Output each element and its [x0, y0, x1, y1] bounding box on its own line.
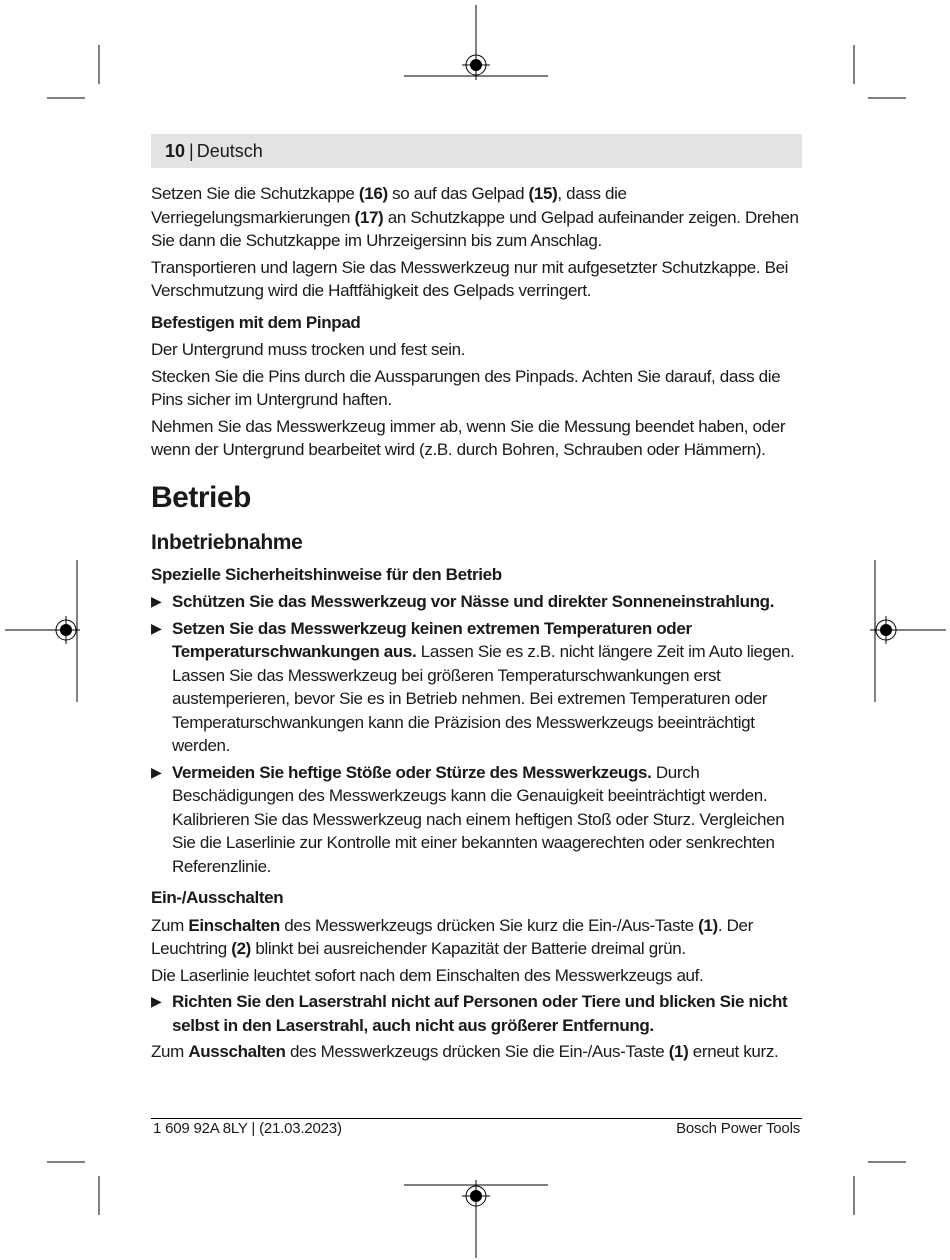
- text-run: Zum: [151, 915, 189, 935]
- ref-number: (2): [231, 939, 251, 958]
- page-number: 10: [165, 140, 186, 161]
- warning-text: Schützen Sie das Messwerkzeug vor Nässe und direkter Sonneneinstrahlung.: [172, 592, 775, 611]
- warning-text: Setzen Sie das Messwerkzeug keinen extremen Temperaturen oder Temperaturschwankungen aus.: [172, 618, 692, 661]
- paragraph-pinpad-3: Nehmen Sie das Messwerkzeug immer ab, wenn Sie die Messung beendet haben, oder wenn der Untergrund bearbeitet wird (z.B. durch Bohren, Schrauben oder Hämmern).: [151, 416, 786, 459]
- list-item: [151, 761, 802, 879]
- footer-brand: Bosch Power Tools: [676, 1120, 800, 1137]
- paragraph-pinpad-1: Der Untergrund muss trocken und fest sein.: [151, 340, 466, 359]
- paragraph-switch-on: [151, 914, 802, 961]
- laser-warning-list: [151, 990, 802, 1037]
- list-item: [151, 990, 802, 1037]
- ref-number: (1): [668, 1042, 689, 1061]
- ref-number: (17): [354, 207, 384, 227]
- paragraph-transport: Transportieren und lagern Sie das Messwerkzeug nur mit aufgesetzter Schutzkappe. Bei Verschmutzung wird die Haftfähigkeit des Gelpads verringert.: [151, 257, 789, 300]
- triangle-bullet-icon: ▶: [151, 993, 162, 1009]
- paragraph-switch-off: [151, 1040, 802, 1064]
- text-run: an Schutzkappe und Gelpad aufeinander zeigen. Drehen Sie dann die Schutzkappe im Uhrzeigersinn bis zum Anschlag.: [151, 207, 799, 250]
- safety-list: [151, 590, 802, 878]
- emphasis: Ausschalten: [188, 1042, 286, 1061]
- text-run: . Der Leuchtring: [151, 915, 753, 958]
- emphasis: Einschalten: [188, 915, 280, 935]
- registration-target-bottom: [462, 1182, 490, 1210]
- list-item: [151, 590, 802, 614]
- subsection-title-inbetriebnahme: Inbetriebnahme: [151, 530, 303, 554]
- registration-target-top: [462, 51, 490, 79]
- footer-divider: [151, 1118, 802, 1119]
- header-language: Deutsch: [196, 140, 263, 161]
- triangle-bullet-icon: ▶: [151, 593, 162, 609]
- page-content: [151, 182, 802, 1067]
- ref-number: (1): [698, 915, 718, 935]
- ref-number: (16): [358, 184, 388, 203]
- text-run: blinkt bei ausreichender Kapazität der Batterie dreimal grün.: [251, 939, 686, 958]
- text-run: Setzen Sie die Schutzkappe: [151, 184, 359, 203]
- footer-document-id: 1 609 92A 8LY | (21.03.2023): [153, 1120, 342, 1137]
- triangle-bullet-icon: ▶: [151, 619, 162, 636]
- triangle-bullet-icon: ▶: [151, 763, 162, 780]
- ref-number: (15): [528, 184, 558, 203]
- text-run: so auf das Gelpad: [387, 184, 529, 203]
- paragraph-laser-line: Die Laserlinie leuchtet sofort nach dem Einschalten des Messwerkzeugs auf.: [151, 965, 704, 985]
- registration-target-left: [52, 616, 80, 644]
- heading-pinpad: Befestigen mit dem Pinpad: [151, 312, 361, 332]
- section-title-betrieb: Betrieb: [151, 480, 251, 514]
- text-run: erneut kurz.: [688, 1042, 779, 1061]
- text-run: Durch Beschädigungen des Messwerkzeugs kann die Genauigkeit beeinträchtigt werden. Kalibrieren Sie das Messwerkzeug nach einem heftigen Stoß oder Sturz. Vergleichen Sie die Laserlinie zur Kontrolle mit einer bekannten waagerechten oder senkrechten Referenzlinie.: [172, 762, 785, 876]
- text-run: des Messwerkzeugs drücken Sie kurz die Ein-/Aus-Taste: [279, 915, 699, 935]
- text-run: Zum: [151, 1042, 189, 1061]
- warning-text: Richten Sie den Laserstrahl nicht auf Personen oder Tiere und blicken Sie nicht selbst in den Laserstrahl, auch nicht aus größerer Entfernung.: [172, 992, 788, 1035]
- page-header: [151, 134, 802, 168]
- header-separator: |: [189, 140, 194, 161]
- heading-on-off: Ein-/Ausschalten: [151, 888, 284, 907]
- paragraph-pinpad-2: Stecken Sie die Pins durch die Aussparungen des Pinpads. Achten Sie darauf, dass die Pins sicher im Untergrund haften.: [151, 366, 781, 409]
- list-item: [151, 617, 802, 758]
- text-run: des Messwerkzeugs drücken Sie die Ein-/Aus-Taste: [285, 1042, 669, 1061]
- heading-safety: Spezielle Sicherheitshinweise für den Betrieb: [151, 564, 502, 584]
- warning-text: Vermeiden Sie heftige Stöße oder Stürze des Messwerkzeugs.: [172, 762, 652, 782]
- text-run: Lassen Sie es z.B. nicht längere Zeit im Auto liegen. Lassen Sie das Messwerkzeug bei größeren Temperaturschwankungen erst austemperieren, bevor Sie es in Betrieb nehmen. Bei extremen Temperaturen oder Temperaturschwankungen kann die Präzision des Messwerkzeugs beeinträchtigt werden.: [172, 642, 795, 755]
- paragraph-protective-cap: [151, 182, 802, 253]
- registration-target-right: [872, 616, 900, 644]
- text-run: , dass die Verriegelungsmarkierungen: [151, 184, 627, 227]
